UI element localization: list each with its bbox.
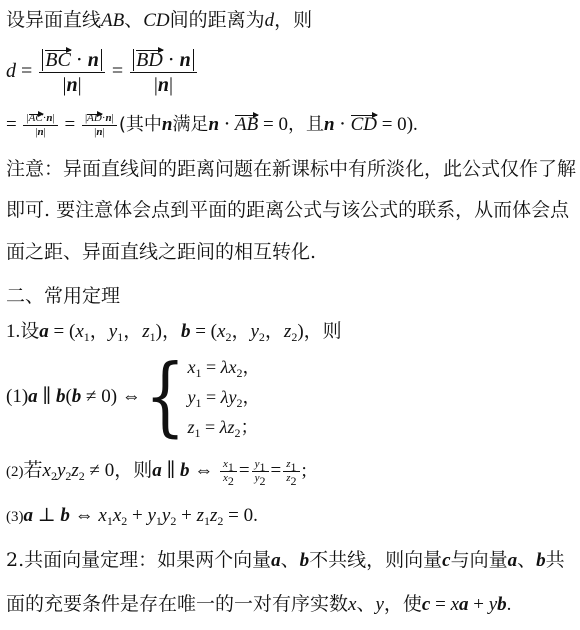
item-1-label: (1) <box>6 386 29 407</box>
intro-text: 设异面直线 <box>6 9 102 31</box>
theorem-1-prefix: 1.设 <box>6 321 40 342</box>
coplanar-text-e: 面的充要条件是存在唯一的一对有序实数 <box>6 593 349 615</box>
item-2-if: 若 <box>23 459 43 481</box>
ratio-condition: (2)若$x_2y_2z_2 \ne 0$，则a ∥ b ⇔ $\frac{x_1}{x_2}$ = $\frac{y_1}{y_2}$ = $\frac{z_1}{z_2}$ ; <box>6 458 307 488</box>
section-heading: 二、常用定理 <box>6 285 121 307</box>
perpendicular-condition: (3)a ⊥ b ⇔ $x_1x_2 + y_1y_2 + z_1z_2 = 0$. <box>6 505 258 528</box>
note-close: ). <box>406 113 418 135</box>
formula-d: d <box>6 60 16 83</box>
note-line-3: 面之距、异面直线之距间的相互转化. <box>6 241 317 263</box>
note-satisfy: 满足 <box>172 113 209 135</box>
separator: 、 <box>517 549 537 571</box>
distance-intro <box>6 8 312 33</box>
item-2-label: (2) <box>6 463 24 480</box>
separator: 、 <box>124 9 144 31</box>
coplanar-text-c: 与向量 <box>450 549 508 571</box>
line-ab: AB <box>101 10 125 31</box>
item-3-label: (3) <box>6 509 24 525</box>
note-open: (其中 <box>118 113 162 135</box>
intro-mid: 间的距离为 <box>169 9 265 31</box>
note-line-2: 即可. 要注意体会点到平面的距离公式与该公式的联系，从而体会点 <box>6 199 570 221</box>
coplanar-theorem-line-2: 面的充要条件是存在唯一的一对有序实数x、y，使c = xa + yb. <box>6 593 512 615</box>
parallel-condition: (1)a ∥ b(b ≠ 0) ⇔{ $x_1 = \lambda x_2$， $y_1 = \lambda y_2$， $z_1 = \lambda z_2$； <box>6 347 261 447</box>
equation-system: $x_1 = \lambda x_2$， $y_1 = \lambda y_2$， $z_1 = \lambda z_2$； <box>187 357 261 440</box>
fraction-ad: $\frac{|AD\cdot n|}{|n|}$ <box>82 112 117 139</box>
item-2-then: ，则 <box>114 459 153 481</box>
coplanar-text-b: 不共线，则向量 <box>309 549 443 571</box>
coplanar-text-d: 共 <box>545 549 565 571</box>
line-cd: CD <box>143 10 170 31</box>
brace: { <box>144 347 186 447</box>
distance-formula-alt: = $\frac{|AC\cdot n|}{|n|}$ = $\frac{|AD\cdot n|}{|n|}$ (其中n满足n ⋅ AB = 0，且n ⋅ CD = 0). <box>6 112 418 138</box>
distance-d: d <box>264 10 275 31</box>
coplanar-text-f: ，使 <box>383 593 422 615</box>
theorem-1-end: ，则 <box>303 321 342 342</box>
fraction-bc: $\frac{BC \cdot n}{|n|}$ <box>39 48 105 97</box>
fraction-bd: $\frac{BD \cdot n}{|n|}$ <box>130 48 197 97</box>
theorem-1: 1.设$a = (x_1$，$y_1$，$z_1$)，$b = (x_2$，$y_2$，$z_2$)，则 <box>6 321 342 344</box>
fraction-ac: $\frac{|AC\cdot n|}{|n|}$ <box>23 112 57 139</box>
separator: 、 <box>280 549 300 571</box>
coplanar-text-a: 2.共面向量定理：如果两个向量 <box>6 549 272 571</box>
distance-formula: d = $\frac{BC \cdot n}{|n|}$ = $\frac{BD \cdot n}{|n|}$ <box>6 48 199 97</box>
coplanar-theorem-line-1: 2.共面向量定理：如果两个向量a、b不共线，则向量c与向量a、b共 <box>6 549 565 571</box>
vector-n: n <box>161 113 173 135</box>
intro-end: ，则 <box>274 9 313 31</box>
note-and: ，且 <box>287 113 324 135</box>
note-line-1: 注意：异面直线间的距离问题在新课标中有所淡化，此公式仅作了解 <box>6 158 577 180</box>
